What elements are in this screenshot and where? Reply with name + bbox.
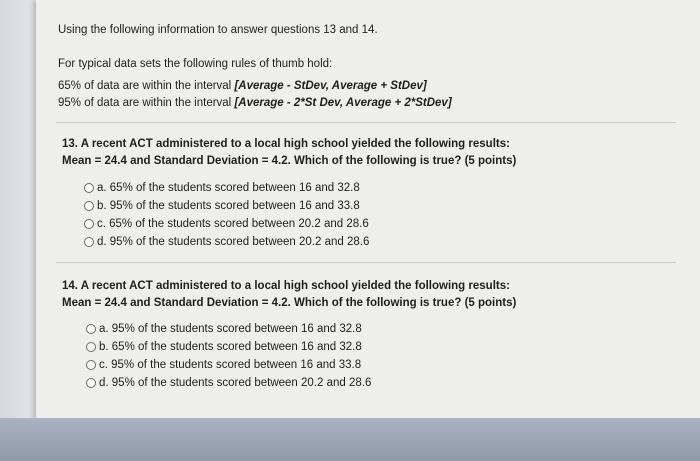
left-margin [0, 0, 36, 420]
q14-option-a-label: a. 95% of the students scored between 16 and 32.8 [99, 323, 362, 335]
q13-option-d-label: d. 95% of the students scored between 20.2 and 28.6 [97, 236, 370, 248]
q13-option-a[interactable] [84, 182, 360, 194]
divider [56, 122, 676, 123]
radio-button-icon[interactable] [86, 378, 96, 388]
radio-button-icon[interactable] [84, 237, 94, 247]
q13-option-c-label: c. 65% of the students scored between 20.2 and 28.6 [97, 218, 369, 230]
radio-button-icon[interactable] [86, 360, 96, 370]
radio-button-icon[interactable] [86, 324, 96, 334]
q14-option-a[interactable] [86, 323, 362, 335]
q14-option-d-label: d. 95% of the students scored between 20.2 and 28.6 [99, 377, 372, 389]
q14-option-c[interactable] [86, 359, 361, 371]
intro-line: Using the following information to answer questions 13 and 14. [58, 24, 378, 36]
rules-intro: For typical data sets the following rules of thumb hold: [58, 58, 333, 70]
rule-65-interval: [Average - StDev, Average + StDev] [234, 80, 427, 92]
q13-option-a-label: a. 65% of the students scored between 16 and 32.8 [97, 182, 360, 194]
q13-option-c[interactable] [84, 218, 369, 230]
quiz-page [36, 0, 700, 420]
q13-option-b[interactable] [84, 200, 360, 212]
q13-option-d[interactable] [84, 236, 369, 248]
q13-option-b-label: b. 95% of the students scored between 16 and 33.8 [97, 200, 360, 212]
q14-option-d[interactable] [86, 377, 371, 389]
q14-text-line1: 14. A recent ACT administered to a local high school yielded the following results: [62, 280, 510, 292]
radio-button-icon[interactable] [84, 219, 94, 229]
q14-option-b[interactable] [86, 341, 362, 353]
rule-95-interval: [Average - 2*St Dev, Average + 2*StDev] [234, 97, 452, 109]
q14-text-line2: Mean = 24.4 and Standard Deviation = 4.2. Which of the following is true? (5 points) [62, 297, 517, 309]
q14-option-c-label: c. 95% of the students scored between 16 and 33.8 [99, 359, 362, 371]
rule-65 [58, 80, 427, 92]
rule-95 [58, 97, 452, 109]
radio-button-icon[interactable] [84, 183, 94, 193]
desk-background [0, 418, 700, 461]
q14-option-b-label: b. 65% of the students scored between 16 and 32.8 [99, 341, 362, 353]
q13-text-line1: 13. A recent ACT administered to a local high school yielded the following results: [62, 138, 510, 150]
radio-button-icon[interactable] [84, 201, 94, 211]
rule-65-prefix: 65% of data are within the interval [58, 80, 235, 92]
divider [56, 262, 676, 263]
q13-text-line2: Mean = 24.4 and Standard Deviation = 4.2. Which of the following is true? (5 points) [62, 155, 517, 167]
radio-button-icon[interactable] [86, 342, 96, 352]
rule-95-prefix: 95% of data are within the interval [58, 97, 235, 109]
